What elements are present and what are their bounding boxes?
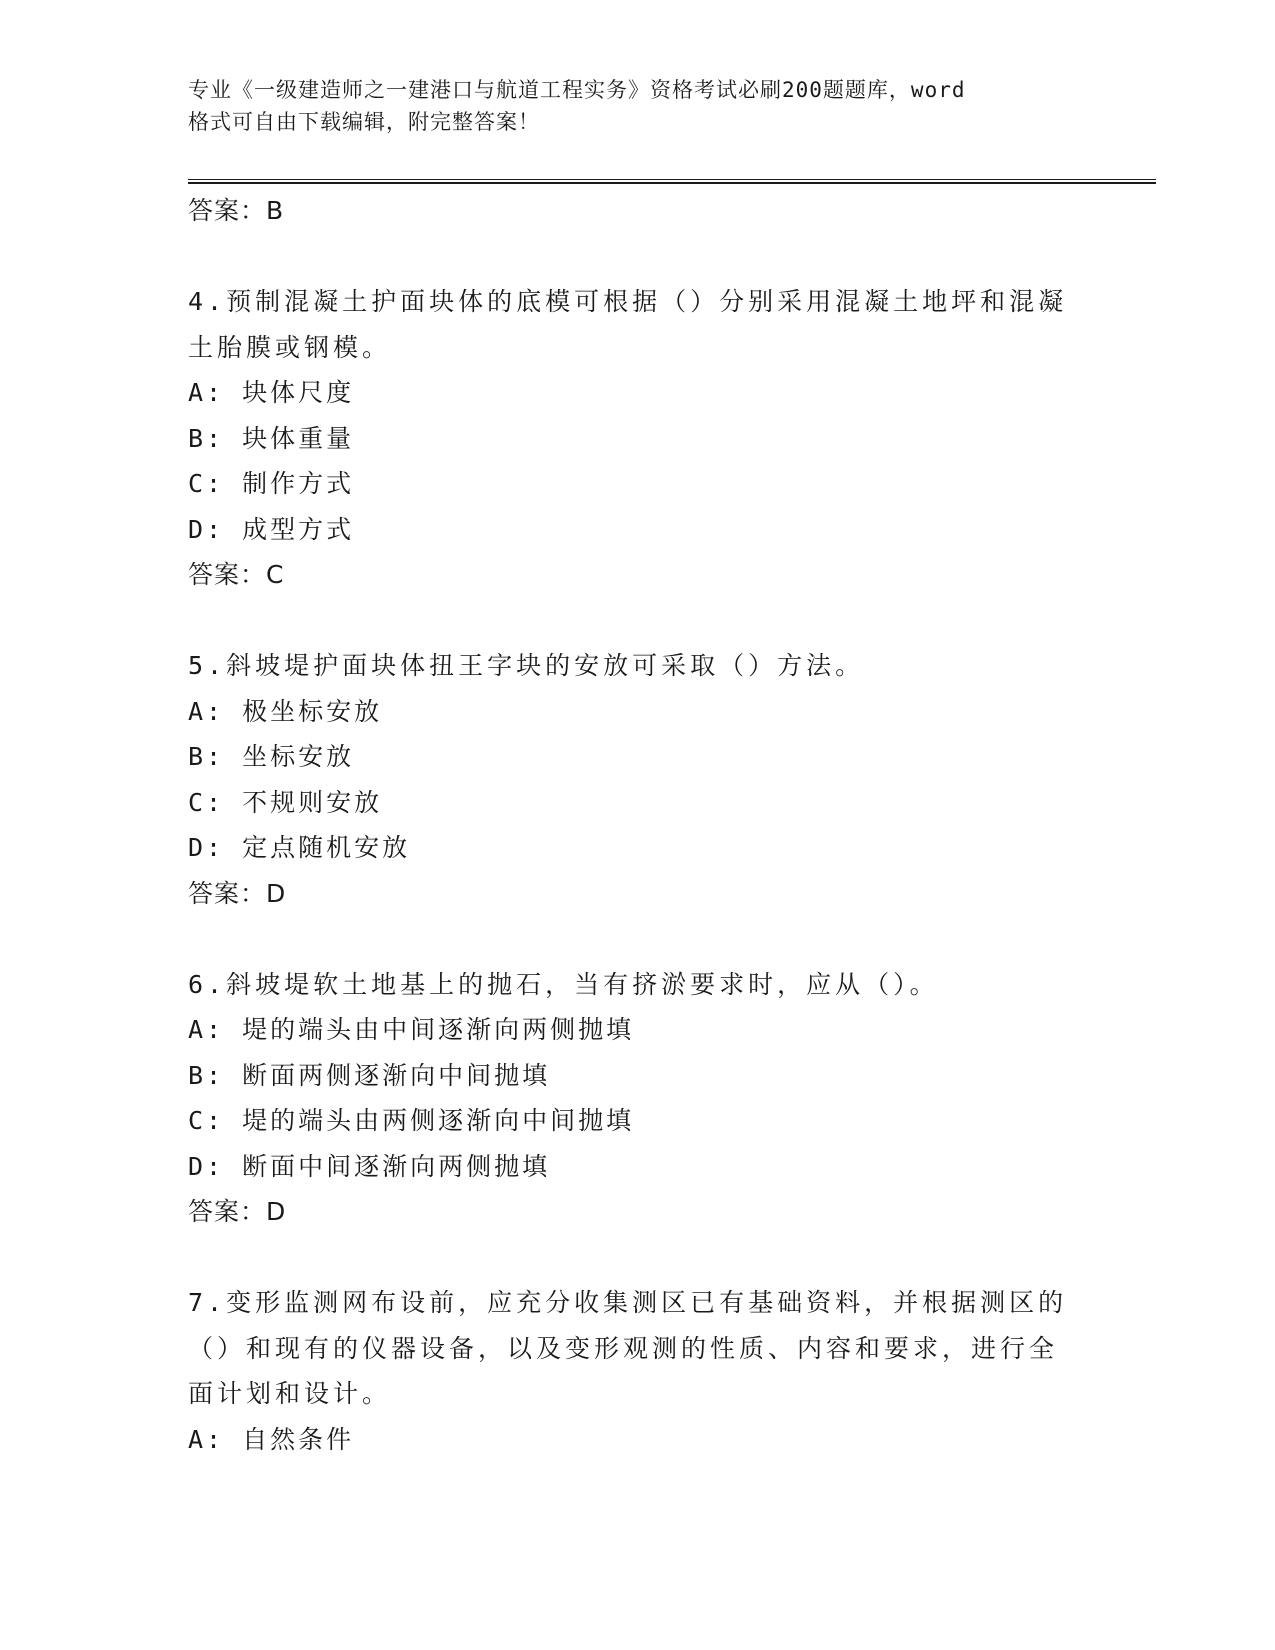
option-b: B: 断面两侧逐渐向中间抛填 [188, 1060, 551, 1090]
spacer [188, 234, 1088, 280]
question-text-line: 5.斜坡堤护面块体扭王字块的安放可采取（）方法。 [188, 651, 865, 680]
option-a: A: 极坐标安放 [188, 696, 383, 726]
answer: 答案：D [188, 878, 287, 908]
question-text-line: 6.斜坡堤软土地基上的抛石，当有挤淤要求时，应从（）。 [188, 969, 939, 999]
option-c: C: 制作方式 [188, 469, 355, 498]
spacer [188, 1235, 1088, 1281]
header-line-1: 专业《一级建造师之一建港口与航道工程实务》资格考试必刷200题题库，word [188, 78, 966, 102]
question-text-line: （）和现有的仪器设备，以及变形观测的性质、内容和要求，进行全 [188, 1333, 1059, 1363]
option-a: A: 块体尺度 [188, 378, 355, 407]
question-6 [188, 962, 1088, 1235]
option-c: C: 不规则安放 [188, 787, 383, 817]
option-a: A: 堤的端头由中间逐渐向两侧抛填 [188, 1015, 635, 1044]
answer: 答案：C [188, 560, 285, 589]
document-header [188, 74, 1068, 138]
option-d: D: 成型方式 [188, 514, 355, 544]
question-text-line: 土胎膜或钢模。 [188, 332, 392, 362]
option-b: B: 块体重量 [188, 423, 355, 453]
option-b: B: 坐标安放 [188, 742, 355, 771]
option-d: D: 定点随机安放 [188, 833, 411, 862]
header-divider-thin [188, 179, 1156, 180]
header-divider-thick [188, 182, 1156, 184]
question-text-line: 4.预制混凝土护面块体的底模可根据（）分别采用混凝土地坪和混凝 [188, 287, 1068, 316]
answer: 答案：D [188, 1197, 287, 1226]
option-a: A: 自然条件 [188, 1424, 355, 1454]
spacer [188, 598, 1088, 644]
question-text-line: 7.变形监测网布设前，应充分收集测区已有基础资料，并根据测区的 [188, 1288, 1068, 1317]
question-7 [188, 1280, 1088, 1462]
question-4 [188, 279, 1088, 598]
question-list [188, 188, 1088, 1462]
question-text-line: 面计划和设计。 [188, 1379, 392, 1408]
spacer [188, 916, 1088, 962]
question-5 [188, 643, 1088, 916]
option-c: C: 堤的端头由两侧逐渐向中间抛填 [188, 1106, 635, 1135]
answer-q3: 答案：B [188, 196, 285, 225]
header-line-2: 格式可自由下载编辑，附完整答案！ [188, 110, 540, 134]
option-d: D: 断面中间逐渐向两侧抛填 [188, 1151, 551, 1181]
